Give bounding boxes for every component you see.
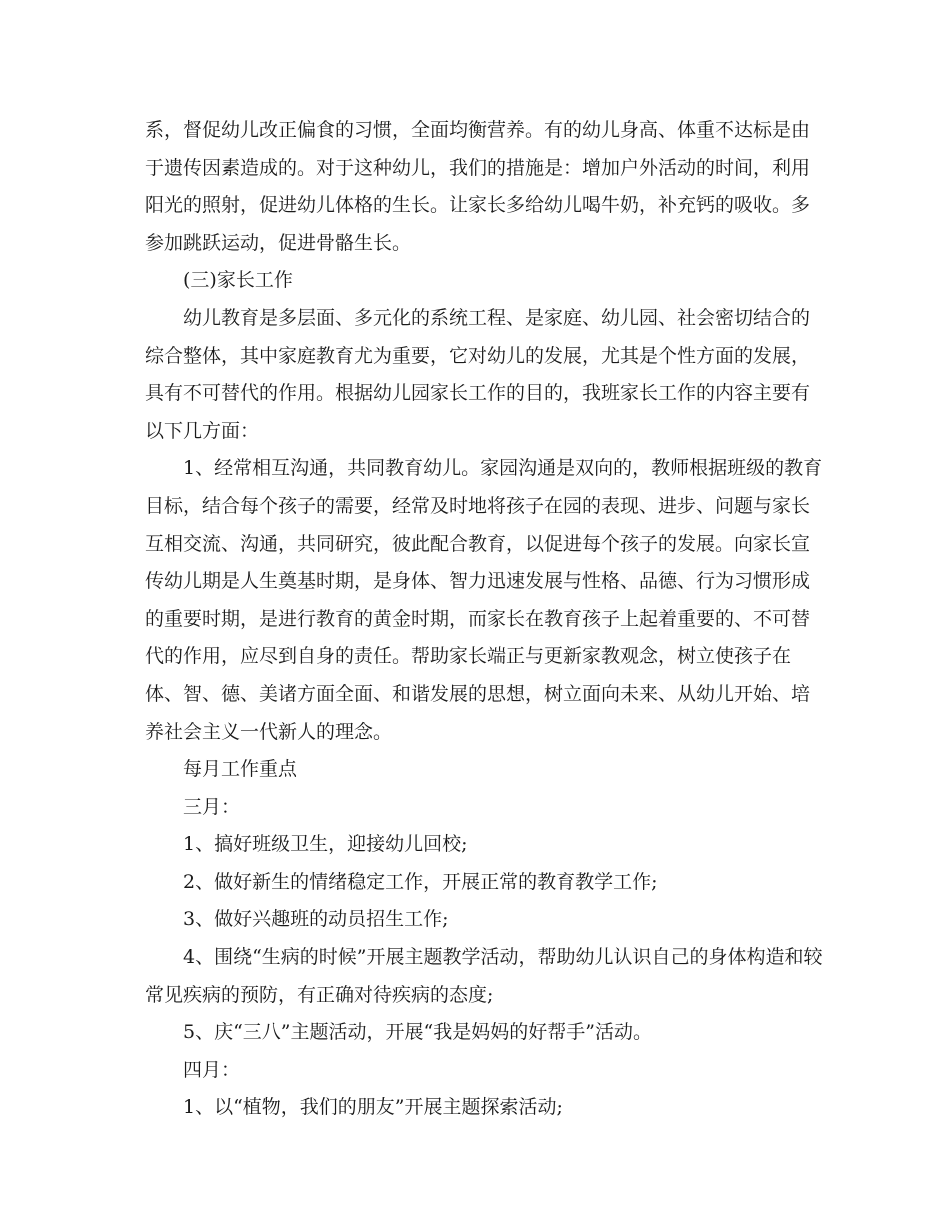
- text-line: 5、庆“三八”主题活动，开展“我是妈妈的好帮手”活动。: [183, 1021, 652, 1044]
- text-line: 每月工作重点: [183, 758, 298, 781]
- text-line: 综合整体，其中家庭教育尤为重要，它对幼儿的发展，尤其是个性方面的发展，: [145, 344, 811, 367]
- text-line: 阳光的照射，促进幼儿体格的生长。让家长多给幼儿喝牛奶，补充钙的吸收。多: [145, 194, 811, 217]
- paragraph: [145, 1089, 810, 1127]
- text-line: 具有不可替代的作用。根据幼儿园家长工作的目的，我班家长工作的内容主要有: [145, 382, 811, 405]
- paragraph: [145, 262, 810, 300]
- text-line: 目标，结合每个孩子的需要，经常及时地将孩子在园的表现、进步、问题与家长: [145, 494, 811, 517]
- paragraph: [145, 826, 810, 864]
- text-line: 以下几方面：: [145, 419, 260, 442]
- text-line: 2、做好新生的情绪稳定工作，开展正常的教育教学工作;: [183, 870, 658, 893]
- text-line: 三月：: [183, 795, 241, 818]
- text-line: 传幼儿期是人生奠基时期，是身体、智力迅速发展与性格、品德、行为习惯形成: [145, 570, 811, 593]
- text-line: 1、经常相互沟通，共同教育幼儿。家园沟通是双向的，教师根据班级的教育: [183, 457, 823, 480]
- text-line: 养社会主义一代新人的理念。: [145, 720, 393, 743]
- document-page: [145, 112, 823, 1127]
- text-line: 体、智、德、美诸方面全面、和谐发展的思想，树立面向未来、从幼儿开始、培: [145, 682, 811, 705]
- paragraph: [145, 901, 810, 939]
- paragraph: [145, 864, 810, 902]
- text-line: 常见疾病的预防，有正确对待疾病的态度;: [145, 983, 494, 1006]
- paragraph: [145, 1052, 810, 1090]
- text-line: 3、做好兴趣班的动员招生工作;: [183, 908, 449, 931]
- text-line: 四月：: [183, 1058, 241, 1081]
- text-line: 代的作用，应尽到自身的责任。帮助家长端正与更新家教观念，树立使孩子在: [145, 645, 792, 668]
- paragraph: [145, 789, 810, 827]
- text-line: 系，督促幼儿改正偏食的习惯，全面均衡营养。有的幼儿身高、体重不达标是由: [145, 119, 811, 141]
- text-line: 幼儿教育是多层面、多元化的系统工程、是家庭、幼儿园、社会密切结合的: [183, 306, 811, 329]
- text-line: 参加跳跃运动，促进骨骼生长。: [145, 231, 412, 254]
- text-line: 1、以“植物，我们的朋友”开展主题探索活动;: [183, 1096, 563, 1119]
- paragraph: [145, 300, 810, 450]
- text-line: 4、围绕“生病的时候”开展主题教学活动，帮助幼儿认识自己的身体构造和较: [183, 946, 823, 969]
- paragraph: [145, 450, 823, 751]
- paragraph: [145, 112, 810, 262]
- text-line: 1、搞好班级卫生，迎接幼儿回校;: [183, 833, 468, 856]
- text-line: 的重要时期，是进行教育的黄金时期，而家长在教育孩子上起着重要的、不可替: [145, 607, 811, 630]
- paragraph: [145, 751, 810, 789]
- text-line: 互相交流、沟通，共同研究，彼此配合教育，以促进每个孩子的发展。向家长宣: [145, 532, 811, 555]
- paragraph: [145, 939, 823, 1014]
- text-line: 于遗传因素造成的。对于这种幼儿，我们的措施是：增加户外活动的时间，利用: [145, 156, 811, 179]
- paragraph: [145, 1014, 810, 1052]
- text-line: (三)家长工作: [183, 269, 293, 292]
